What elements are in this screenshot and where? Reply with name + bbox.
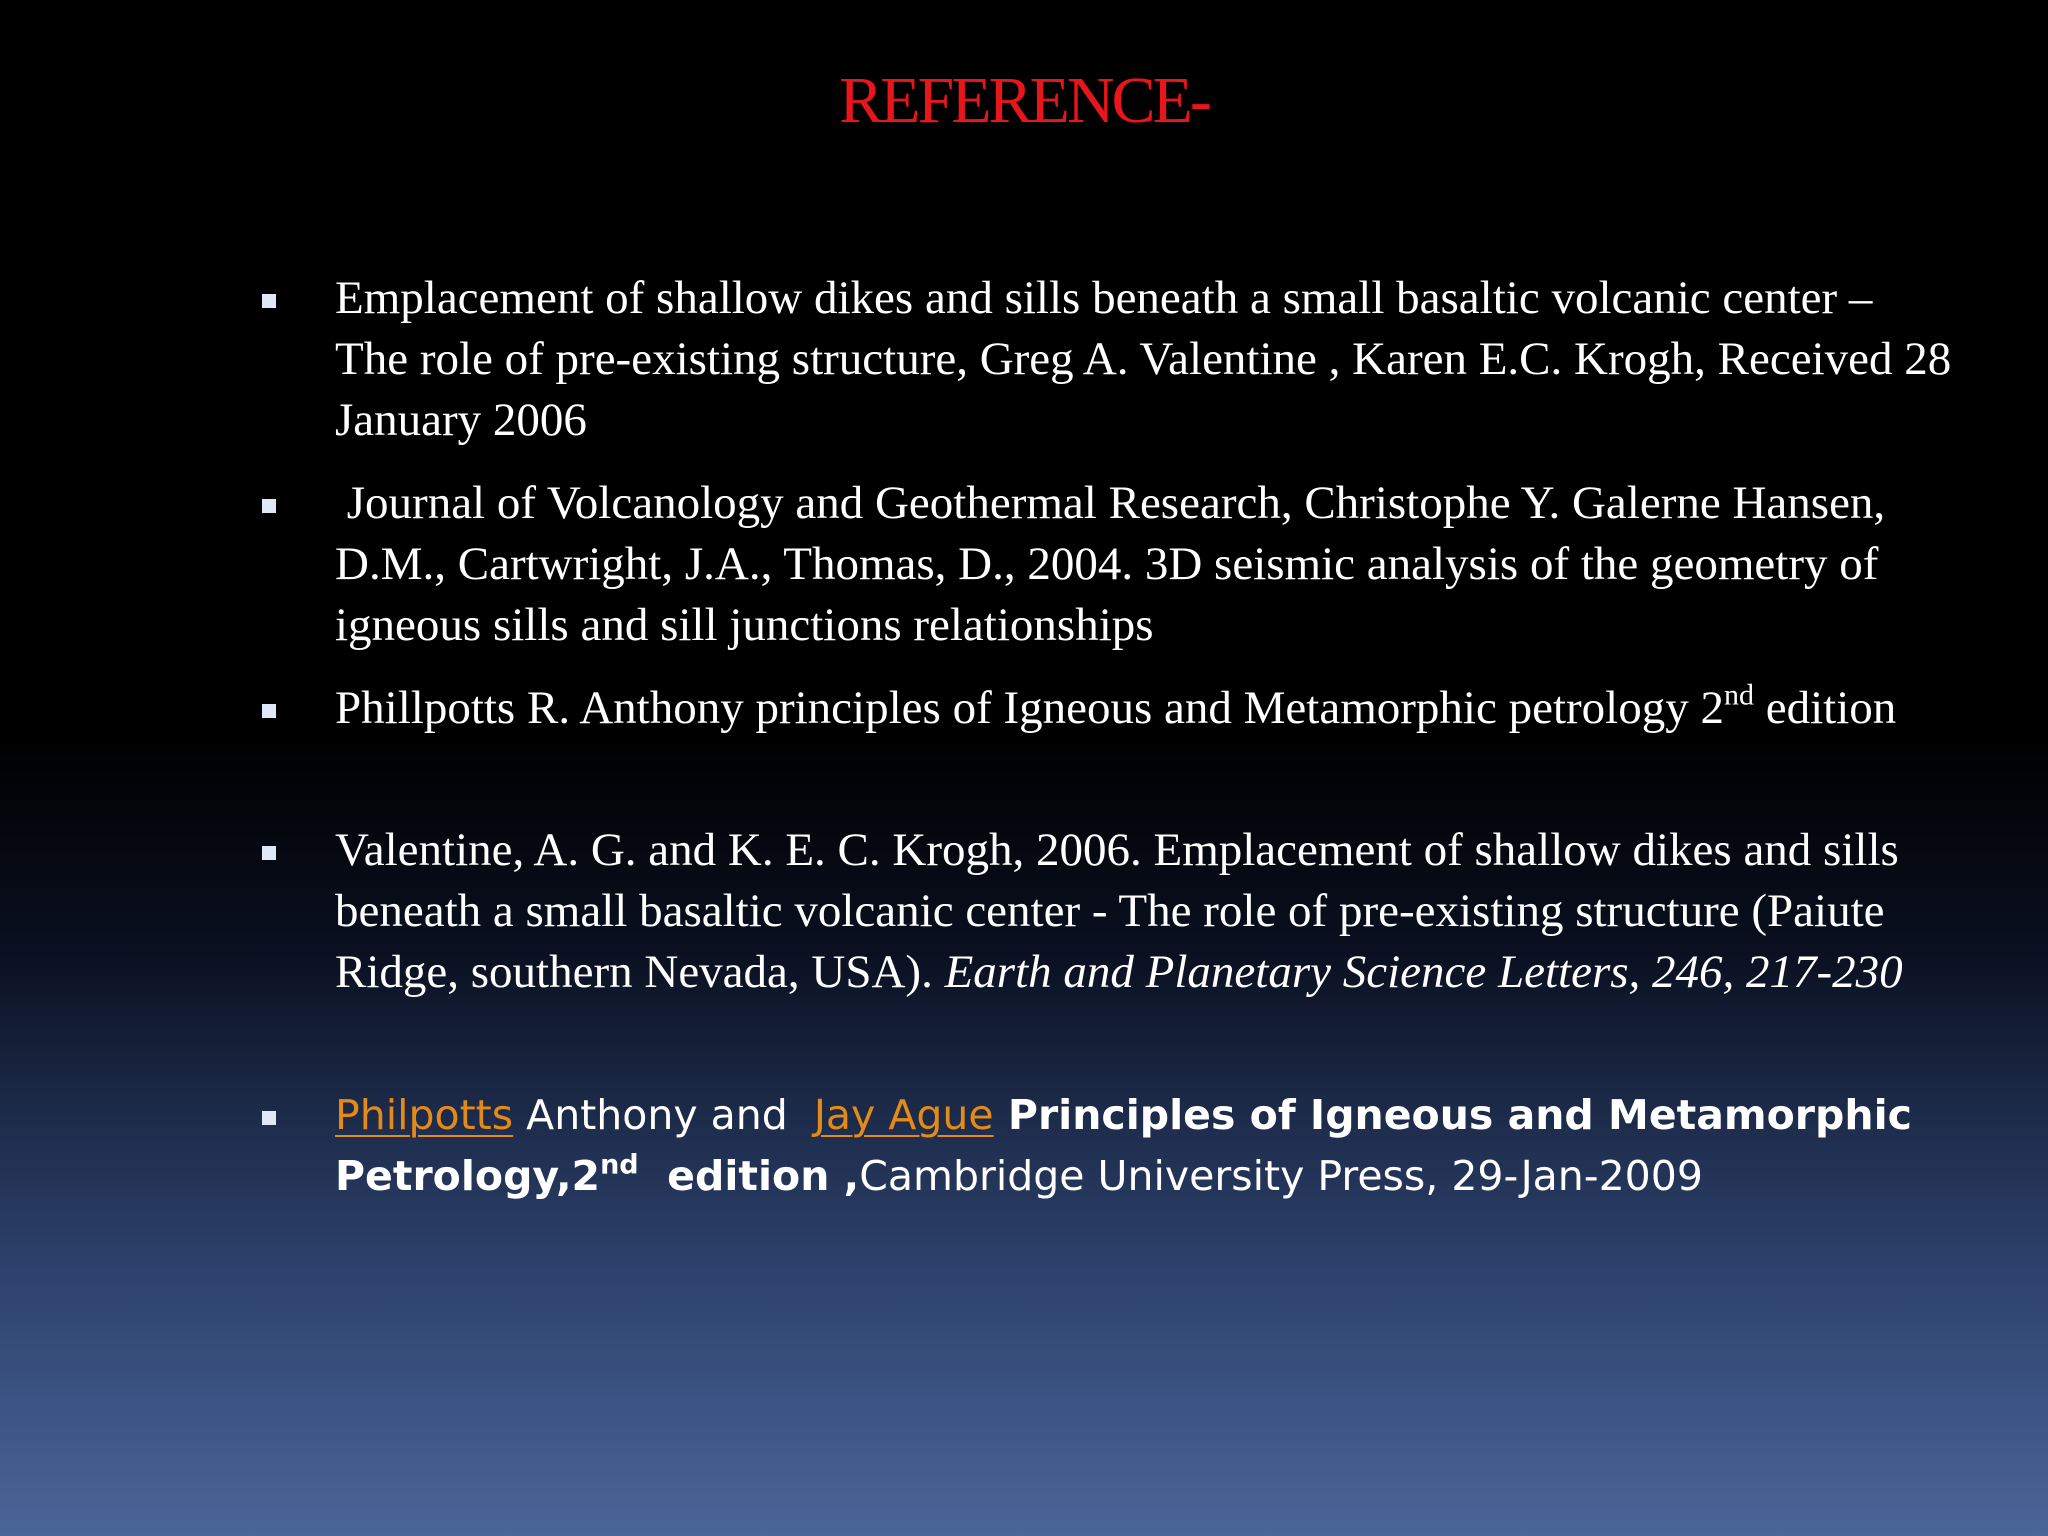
reference-text: Phillpotts R. Anthony principles of Igneous and Metamorphic petrology 2 bbox=[335, 682, 1724, 734]
reference-text-continued: edition bbox=[1753, 682, 1897, 734]
square-bullet-icon bbox=[262, 294, 276, 308]
author-link-philpotts[interactable]: Philpotts bbox=[335, 1091, 514, 1139]
square-bullet-icon bbox=[262, 1111, 276, 1125]
square-bullet-icon bbox=[262, 846, 276, 860]
reference-text: Valentine, A. G. and K. E. C. Krogh, 2006. Emplacement of shallow dikes and sills beneath a small basaltic volcanic center - The role of pre-existing structure (Paiute Ridge, southern Nevada, USA). bbox=[335, 824, 1899, 998]
square-bullet-icon bbox=[262, 499, 276, 513]
author-link-jay-ague[interactable]: Jay Ague bbox=[813, 1091, 994, 1139]
book-title: Principles of Igneous and Metamorphic Petrology,2 bbox=[335, 1091, 1927, 1200]
reference-item-5 bbox=[335, 1085, 1955, 1207]
reference-item-2 bbox=[335, 473, 1955, 656]
reference-text: Anthony and bbox=[513, 1091, 814, 1139]
superscript: nd bbox=[1723, 678, 1754, 712]
superscript: nd bbox=[600, 1149, 639, 1181]
reference-text: Journal of Volcanology and Geothermal Research, Christophe Y. Galerne Hansen, D.M., Cartwright, J.A., Thomas, D., 2004. 3D seismic analysis of the geometry of igneous sills and sill junctions relationships bbox=[335, 477, 1897, 651]
edition-text: edition , bbox=[638, 1152, 860, 1200]
publisher-text: Cambridge University Press, 29-Jan-2009 bbox=[859, 1152, 1703, 1200]
reference-item-3 bbox=[335, 678, 1955, 739]
slide-title: REFERENCE- bbox=[839, 64, 1209, 137]
reference-item-4 bbox=[335, 820, 1955, 1003]
reference-text: Emplacement of shallow dikes and sills beneath a small basaltic volcanic center – The role of pre-existing structure, Greg A. Valentine , Karen E.C. Krogh, Received 28 January 2006 bbox=[335, 272, 1952, 446]
journal-citation: Earth and Planetary Science Letters, 246, 217-230 bbox=[944, 946, 1903, 998]
square-bullet-icon bbox=[262, 704, 276, 718]
reference-item-1 bbox=[335, 268, 1955, 451]
